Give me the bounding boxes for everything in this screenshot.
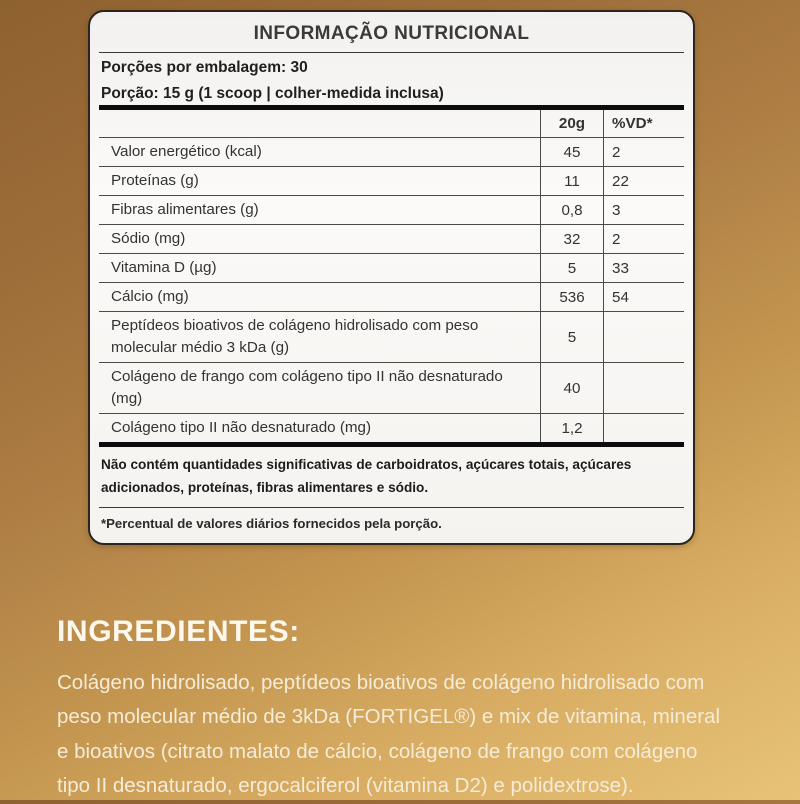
table-row <box>99 137 684 166</box>
row-nutrient-label: Fibras alimentares (g) <box>111 201 259 219</box>
daily-values-footnote: *Percentual de valores diários fornecidos pela porção. <box>101 515 442 531</box>
ingredients-text: Colágeno hidrolisado, peptídeos bioativos de colágeno hidrolisado com peso molecular médio de 3kDa (FORTIGEL®) e mix de vitamina, mineral e bioativos (citrato malato de cálcio, colágeno de frango com colágeno tipo II desnaturado, ergocalciferol (vitamina D2) e polidextrose). <box>57 671 720 798</box>
row-nutrient-label: Peptídeos bioativos de colágeno hidrolisado com peso molecular médio 3 kDa (g) <box>111 317 479 357</box>
row-dv-value <box>603 414 684 442</box>
row-dv-value: 54 <box>603 283 684 311</box>
ingredients-section <box>57 615 747 804</box>
header-dv-cell: %VD* <box>603 110 684 137</box>
row-dv-value: 33 <box>603 254 684 282</box>
row-nutrient-label: Colágeno tipo II não desnaturado (mg) <box>111 419 372 437</box>
table-row <box>99 166 684 195</box>
serving-size: Porção: 15 g (1 scoop | colher-medida inclusa) <box>101 85 444 102</box>
row-dv-value: 2 <box>603 225 684 253</box>
header-label-cell <box>99 110 540 137</box>
table-row <box>99 195 684 224</box>
table-header-row <box>99 110 684 137</box>
row-amount-value: 536 <box>540 283 603 311</box>
nutrition-panel-title: INFORMAÇÃO NUTRICIONAL <box>253 23 530 44</box>
row-nutrient-label: Valor energético (kcal) <box>111 143 262 160</box>
table-row <box>99 224 684 253</box>
row-amount-value: 32 <box>540 225 603 253</box>
row-nutrient-label: Vitamina D (µg) <box>111 259 217 277</box>
table-row <box>99 253 684 282</box>
table-row <box>99 311 684 362</box>
row-nutrient-label: Sódio (mg) <box>111 230 186 248</box>
row-amount-value: 5 <box>540 312 603 362</box>
row-dv-value <box>603 363 684 413</box>
row-dv-value: 3 <box>603 196 684 224</box>
row-amount-value: 11 <box>540 167 603 195</box>
row-amount-value: 1,2 <box>540 414 603 442</box>
nutrition-table-body <box>99 137 684 442</box>
table-row <box>99 362 684 413</box>
row-dv-value <box>603 312 684 362</box>
row-nutrient-label: Colágeno de frango com colágeno tipo II não desnaturado (mg) <box>111 368 503 408</box>
row-amount-value: 0,8 <box>540 196 603 224</box>
ingredients-title: INGREDIENTES: <box>57 615 300 648</box>
row-nutrient-label: Cálcio (mg) <box>111 288 189 306</box>
row-amount-value: 40 <box>540 363 603 413</box>
row-dv-value: 2 <box>603 138 684 166</box>
nutrition-facts-panel <box>88 10 695 545</box>
header-amount-cell: 20g <box>540 110 603 137</box>
row-dv-value: 22 <box>603 167 684 195</box>
row-amount-value: 45 <box>540 138 603 166</box>
insignificant-amounts-note: Não contém quantidades significativas de carboidratos, açúcares totais, açúcares adicionados, proteínas, fibras alimentares e sódio. <box>101 457 632 496</box>
table-row <box>99 413 684 442</box>
servings-per-package: Porções por embalagem: 30 <box>101 59 308 76</box>
row-nutrient-label: Proteínas (g) <box>111 172 199 190</box>
row-amount-value: 5 <box>540 254 603 282</box>
table-row <box>99 282 684 311</box>
